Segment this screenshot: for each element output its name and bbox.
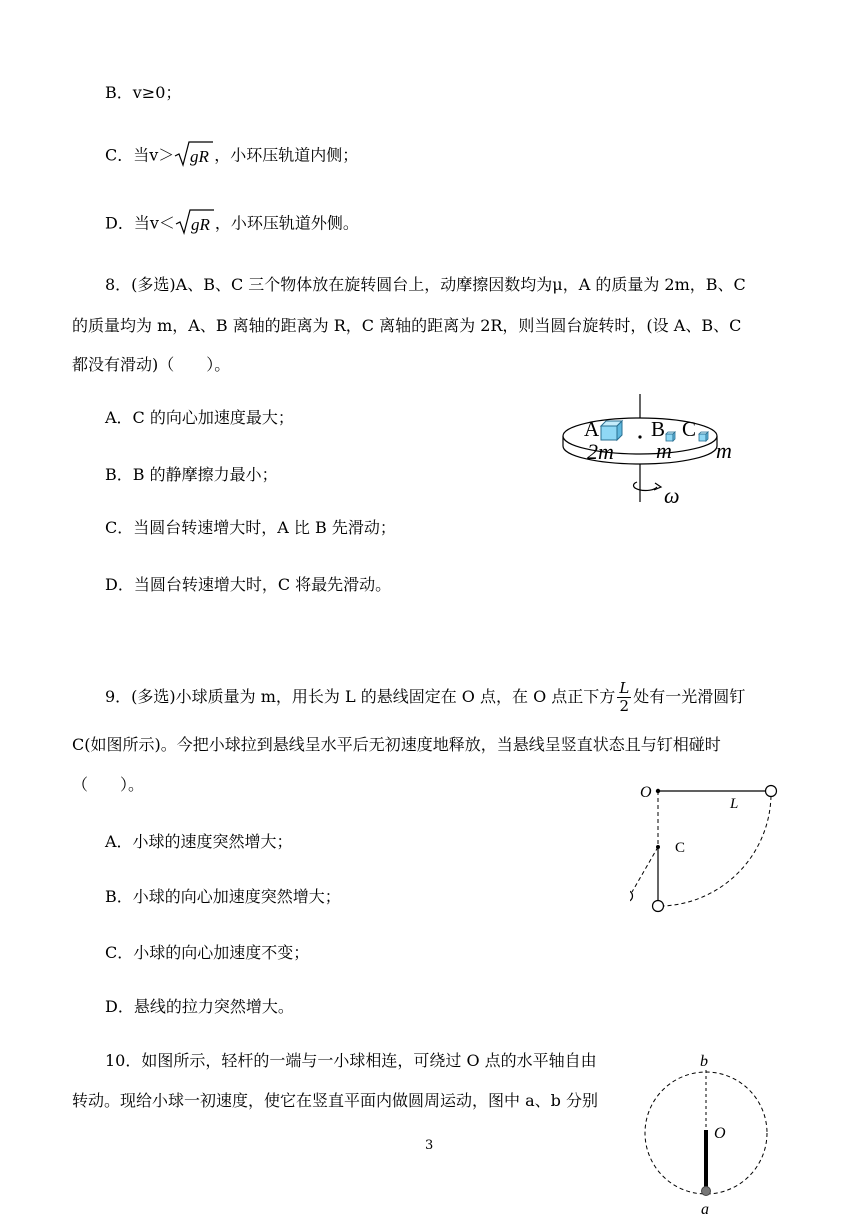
q9-stem-line3: （ ）。 bbox=[72, 775, 145, 794]
q9-stem-line2: C(如图所示)。今把小球拉到悬线呈水平后无初速度地释放，当悬线呈竖直状态且与钉相碰时 bbox=[72, 735, 721, 754]
fraction-L-over-2 bbox=[617, 680, 631, 715]
label-c: C bbox=[682, 417, 697, 441]
page-number: 3 bbox=[425, 1138, 434, 1153]
q7-option-c bbox=[105, 140, 358, 172]
q8-option-b: B．B 的静摩擦力最小； bbox=[105, 465, 278, 484]
q10-stem-line2: 转动。现给小球一初速度，使它在竖直平面内做圆周运动，图中 a、b 分别 bbox=[72, 1091, 598, 1110]
q7-option-c-prefix: C．当v＞ bbox=[105, 145, 175, 165]
label-a: A bbox=[584, 417, 600, 441]
sqrt-gR bbox=[174, 140, 214, 172]
label-l: L bbox=[730, 796, 739, 812]
label-b: B bbox=[651, 417, 666, 441]
label-c: C bbox=[675, 840, 686, 856]
pendulum-figure bbox=[630, 775, 790, 920]
q9-option-d: D．悬线的拉力突然增大。 bbox=[105, 997, 294, 1016]
q8-option-a: A．C 的向心加速度最大； bbox=[105, 408, 294, 427]
q9-stem-line1-a: 9．(多选)小球质量为 m，用长为 L 的悬线固定在 O 点，在 O 点正下方 bbox=[105, 687, 616, 706]
block-c bbox=[699, 432, 708, 441]
sqrt-gR bbox=[175, 208, 215, 240]
q9-stem-line1 bbox=[105, 680, 745, 715]
label-o: O bbox=[640, 784, 652, 801]
sqrt-radicand: gR bbox=[190, 147, 210, 166]
omega-label: ω bbox=[664, 483, 680, 508]
label-b: b bbox=[700, 1053, 708, 1070]
sqrt-radicand: gR bbox=[190, 215, 210, 234]
label-a: a bbox=[701, 1201, 709, 1217]
mass-c: m bbox=[716, 438, 732, 463]
mass-b: m bbox=[656, 438, 672, 463]
q8-stem-line1: 8．(多选)A、B、C 三个物体放在旋转圆台上，动摩擦因数均为μ，A 的质量为 2m，B、C bbox=[105, 275, 746, 294]
q9-option-b: B．小球的向心加速度突然增大； bbox=[105, 887, 341, 906]
fraction-numerator: L bbox=[619, 679, 630, 697]
q9-stem-line1-b: 处有一光滑圆钉 bbox=[633, 687, 746, 706]
q9-option-c: C．小球的向心加速度不变； bbox=[105, 943, 310, 962]
fraction-denominator: 2 bbox=[619, 697, 630, 715]
q8-option-c: C．当圆台转速增大时，A 比 B 先滑动； bbox=[105, 518, 396, 537]
mass-a: 2m bbox=[587, 439, 614, 464]
rod-circle-figure bbox=[640, 1048, 770, 1217]
q8-stem-line2: 的质量均为 m，A、B 离轴的距离为 R，C 离轴的距离为 2R，则当圆台旋转时，(设 A、B、C bbox=[72, 316, 742, 335]
q7-option-d-suffix: ，小环压轨道外侧。 bbox=[214, 213, 359, 233]
q7-option-b: B．v≥0； bbox=[105, 83, 182, 102]
q7-option-d-prefix: D．当v＜ bbox=[105, 213, 175, 233]
block-a bbox=[601, 421, 622, 440]
q7-option-c-suffix: ，小环压轨道内侧； bbox=[214, 145, 359, 165]
q8-option-d: D．当圆台转速增大时，C 将最先滑动。 bbox=[105, 575, 392, 594]
q8-stem-line3: 都没有滑动)（ ）。 bbox=[72, 355, 231, 374]
q10-stem-line1: 10．如图所示，轻杆的一端与一小球相连，可绕过 O 点的水平轴自由 bbox=[105, 1051, 597, 1070]
q7-option-d bbox=[105, 208, 359, 240]
turntable-figure bbox=[555, 390, 745, 510]
label-o: O bbox=[714, 1125, 726, 1142]
q9-option-a: A．小球的速度突然增大； bbox=[105, 832, 293, 851]
